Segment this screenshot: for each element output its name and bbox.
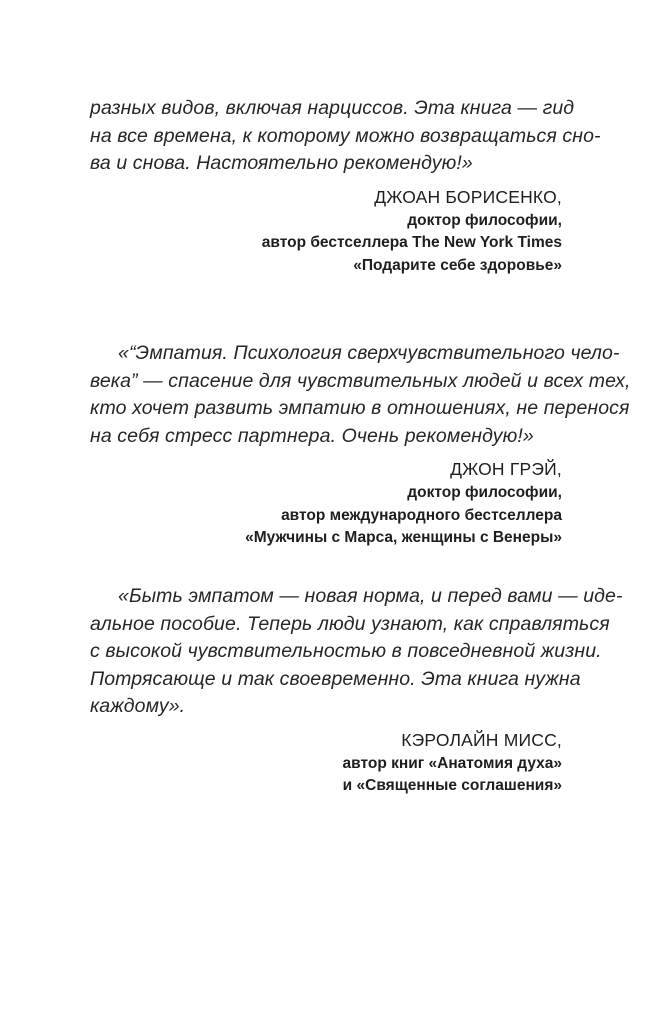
attribution: [90, 456, 562, 550]
author-credential: «Мужчины с Марса, женщины с Венеры»: [245, 529, 562, 546]
quote-line: ва и снова. Настоятельно рекомендую!»: [90, 152, 473, 174]
author-name: ДЖОАН БОРИСЕНКО,: [374, 186, 562, 207]
author-credential: автор бестселлера The New York Times: [261, 234, 562, 251]
author-credential: автор международного бестселлера: [281, 506, 562, 524]
quote-line: каждому».: [90, 695, 186, 717]
author-credential: «Подарите себе здоровье»: [353, 256, 562, 274]
author-credential: автор книг «Анатомия духа»: [342, 754, 562, 772]
quote-line: кто хочет развить эмпатию в отношениях, не перенося: [90, 397, 630, 419]
quote-line: разных видов, включая нарциссов. Эта книга — гид: [90, 97, 575, 119]
author-name: КЭРОЛАЙН МИСС,: [401, 729, 562, 750]
testimonial-3: [90, 583, 623, 798]
quote-line: «“Эмпатия. Психология сверхчувствительного чело-: [118, 342, 620, 364]
author-credential: доктор философии,: [407, 484, 562, 501]
quote-line: века” — спасение для чувствительных людей и всех тех,: [90, 369, 631, 392]
quote-line: «Быть эмпатом — новая норма, и перед вами — иде-: [118, 585, 623, 607]
quote-line: Потрясающе и так своевременно. Эта книга нужна: [90, 667, 581, 690]
author-credential: доктор философии,: [407, 211, 562, 229]
quote-line: на все времена, к которому можно возвращаться сно-: [90, 124, 601, 147]
quote-text: [90, 340, 631, 450]
quote-line: на себя стресс партнера. Очень рекомендую!»: [90, 424, 534, 447]
testimonial-1: [90, 95, 601, 277]
quote-line: альное пособие. Теперь люди узнают, как справляться: [90, 612, 610, 635]
author-credential: и «Священные соглашения»: [342, 777, 562, 794]
quote-text: [90, 95, 601, 178]
attribution: [90, 184, 562, 278]
testimonial-2: [90, 340, 631, 550]
quote-text: [90, 583, 623, 721]
quote-line: с высокой чувствительностью в повседневной жизни.: [90, 640, 602, 662]
author-name: ДЖОН ГРЭЙ,: [450, 459, 562, 479]
attribution: [90, 727, 562, 798]
